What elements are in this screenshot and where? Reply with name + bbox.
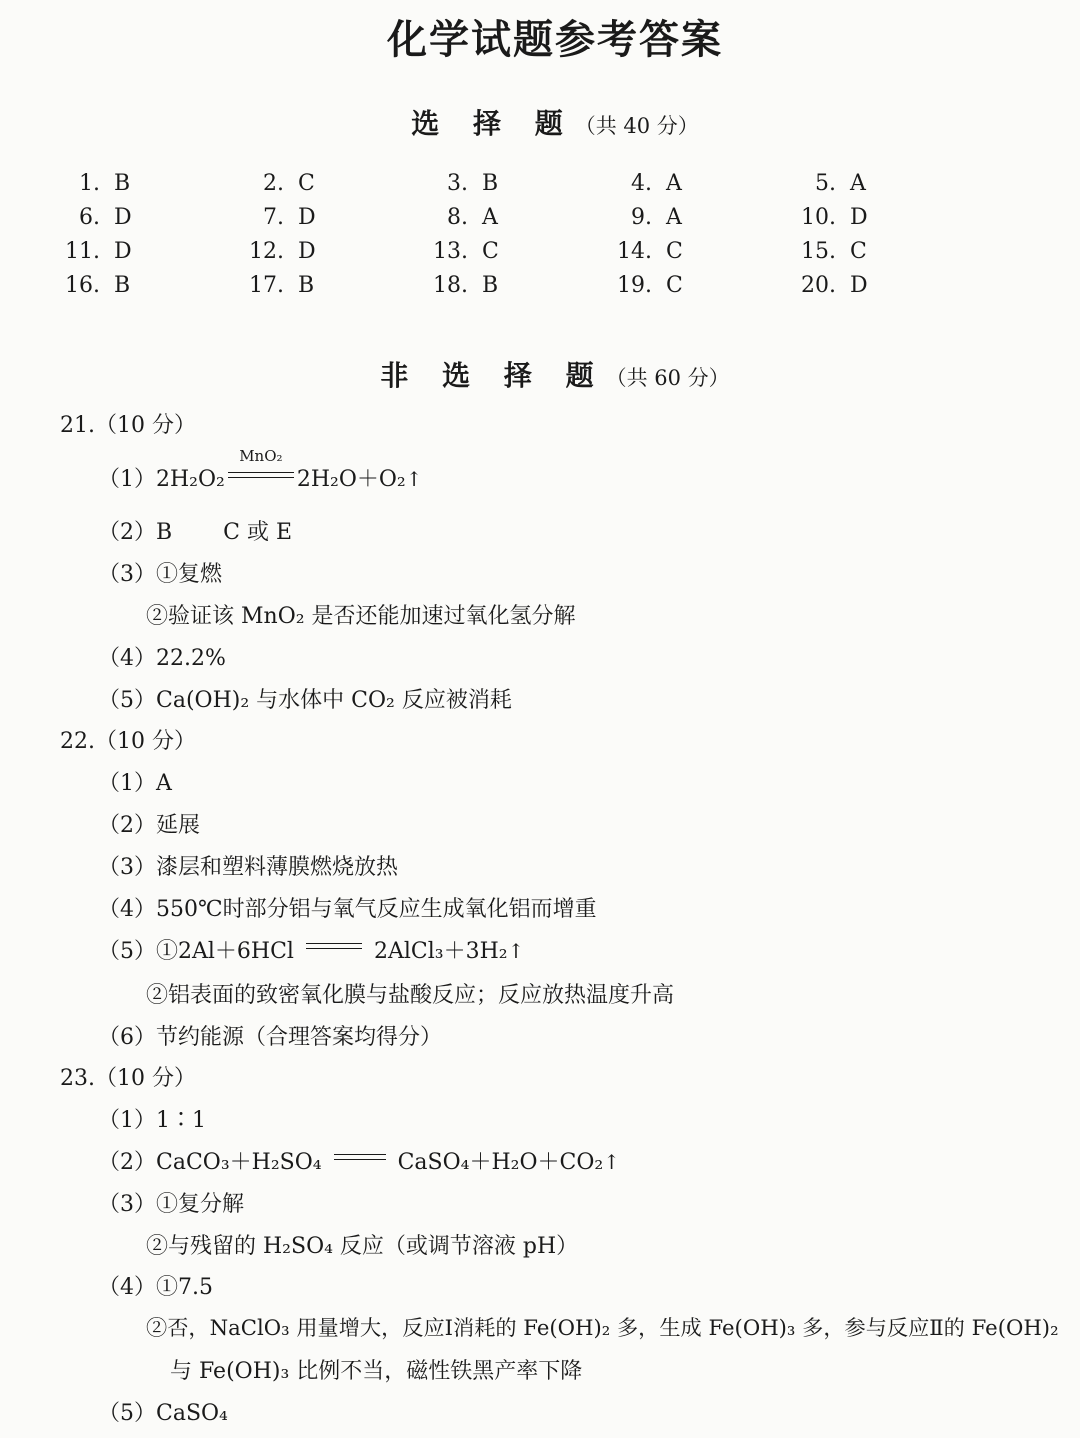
q23-part3a: （3）①复分解: [98, 1192, 244, 1217]
q22-part3: （3）漆层和塑料薄膜燃烧放热: [98, 855, 398, 880]
q22-part5b: ②铝表面的致密氧化膜与盐酸反应；反应放热温度升高: [146, 983, 675, 1008]
gas-arrow-icon: ↑: [405, 467, 423, 491]
question-number: 11.: [65, 239, 100, 264]
answer-letter: C: [666, 273, 683, 298]
mc-answer-item: [38, 205, 132, 230]
mc-answer-item: [590, 273, 683, 298]
answer-letter: D: [298, 239, 316, 264]
mc-answer-item: [406, 205, 498, 230]
mc-answer-item: [222, 239, 316, 264]
q23-part4a: （4）①7.5: [98, 1275, 213, 1300]
answer-letter: B: [114, 273, 131, 298]
question-number: 13.: [433, 239, 468, 264]
section-heading-choice: [0, 102, 1080, 142]
equation-right: 2AlCl₃＋3H₂: [373, 939, 508, 964]
q21-part2: （2）B C 或 E: [98, 520, 293, 545]
answer-letter: D: [298, 205, 316, 230]
answer-letter: A: [850, 171, 866, 196]
mc-answer-item: [590, 205, 682, 230]
mc-answer-item: [38, 239, 132, 264]
mc-answer-item: [774, 171, 866, 196]
answer-letter: A: [666, 171, 682, 196]
mc-answer-item: [406, 171, 498, 196]
answer-letter: A: [666, 205, 682, 230]
answer-letter: B: [298, 273, 315, 298]
question-number: 8.: [447, 205, 468, 230]
mc-answer-item: [38, 171, 130, 196]
answer-letter: C: [850, 239, 867, 264]
equation-left: 2H₂O₂: [156, 467, 225, 492]
q22-part1: （1）A: [98, 771, 172, 796]
answer-letter: D: [850, 273, 868, 298]
q23-part4c: 与 Fe(OH)₃ 比例不当，磁性铁黑产率下降: [170, 1359, 583, 1384]
part-label: （2）: [98, 1150, 156, 1175]
q23-part4b: ②否，NaClO₃ 用量增大，反应Ⅰ消耗的 Fe(OH)₂ 多，生成 Fe(OH)₃ 多，参与反应Ⅱ的 Fe(OH)₂: [146, 1315, 1059, 1340]
q21-part5: （5）Ca(OH)₂ 与水体中 CO₂ 反应被消耗: [98, 688, 512, 713]
question-22-header: 22.（10 分）: [60, 729, 196, 754]
question-21-header: 21.（10 分）: [60, 413, 196, 438]
answer-letter: D: [850, 205, 868, 230]
mc-answer-item: [406, 239, 499, 264]
equation-left: 2Al＋6HCl: [178, 939, 294, 964]
answer-letter: C: [482, 239, 499, 264]
question-number: 20.: [801, 273, 836, 298]
section-heading-text: 选 择 题: [411, 107, 575, 140]
question-number: 16.: [65, 273, 100, 298]
section-score-note: （共 40 分）: [574, 114, 699, 138]
page-title: 化学试题参考答案: [387, 16, 723, 63]
question-number: 19.: [617, 273, 652, 298]
q23-part3b: ②与残留的 H₂SO₄ 反应（或调节溶液 pH）: [146, 1234, 579, 1259]
equation-right: 2H₂O＋O₂: [296, 467, 406, 492]
answer-letter: C: [666, 239, 683, 264]
answer-letter: B: [482, 171, 499, 196]
question-number: 4.: [631, 171, 652, 196]
part-label: （5）①: [98, 939, 178, 964]
question-number: 17.: [249, 273, 284, 298]
mc-answer-item: [38, 273, 130, 298]
answer-letter: B: [114, 171, 131, 196]
q21-part3b: ②验证该 MnO₂ 是否还能加速过氧化氢分解: [146, 604, 576, 629]
q22-part6: （6）节约能源（合理答案均得分）: [98, 1025, 442, 1050]
section-score-note: （共 60 分）: [605, 366, 730, 390]
mc-answer-item: [774, 239, 867, 264]
mc-answer-item: [590, 239, 683, 264]
answer-letter: B: [482, 273, 499, 298]
question-number: 18.: [433, 273, 468, 298]
reaction-condition: [228, 447, 294, 483]
mc-answer-item: [222, 171, 315, 196]
equals-sign: [306, 941, 362, 955]
mc-answer-item: [406, 273, 498, 298]
mc-answer-item: [774, 273, 868, 298]
question-number: 5.: [815, 171, 836, 196]
q23-part1: （1）1∶1: [98, 1108, 206, 1133]
mc-answer-item: [222, 205, 316, 230]
question-number: 12.: [249, 239, 284, 264]
question-number: 10.: [801, 205, 836, 230]
question-number: 9.: [631, 205, 652, 230]
question-number: 1.: [79, 171, 100, 196]
catalyst-label: MnO₂: [239, 447, 283, 465]
equals-sign: [334, 1152, 386, 1166]
answer-letter: C: [298, 171, 315, 196]
q22-part4: （4）550℃时部分铝与氧气反应生成氧化铝而增重: [98, 897, 597, 922]
question-number: 2.: [263, 171, 284, 196]
gas-arrow-icon: ↑: [603, 1150, 620, 1174]
question-23-header: 23.（10 分）: [60, 1066, 196, 1091]
question-number: 15.: [801, 239, 836, 264]
part-label: （1）: [98, 467, 156, 492]
q21-part1-equation: [98, 447, 423, 493]
q23-part2-equation: [98, 1145, 620, 1176]
q22-part2: （2）延展: [98, 813, 200, 838]
equation-right: CaSO₄＋H₂O＋CO₂: [397, 1150, 604, 1175]
equation-left: CaCO₃＋H₂SO₄: [156, 1150, 322, 1175]
section-heading-nonchoice: [0, 354, 1080, 394]
question-number: 7.: [263, 205, 284, 230]
gas-arrow-icon: ↑: [507, 939, 525, 963]
question-number: 14.: [617, 239, 652, 264]
q22-part5-equation: [98, 934, 524, 965]
answer-letter: A: [482, 205, 498, 230]
answer-letter: D: [114, 205, 132, 230]
mc-answer-item: [222, 273, 314, 298]
section-heading-text: 非 选 择 题: [380, 359, 606, 392]
q21-part3a: （3）①复燃: [98, 562, 222, 587]
answer-letter: D: [114, 239, 132, 264]
question-number: 6.: [79, 205, 100, 230]
q23-part5: （5）CaSO₄: [98, 1401, 228, 1426]
question-number: 3.: [447, 171, 468, 196]
mc-answer-item: [590, 171, 682, 196]
mc-answer-item: [774, 205, 868, 230]
q21-part4: （4）22.2%: [98, 646, 226, 671]
